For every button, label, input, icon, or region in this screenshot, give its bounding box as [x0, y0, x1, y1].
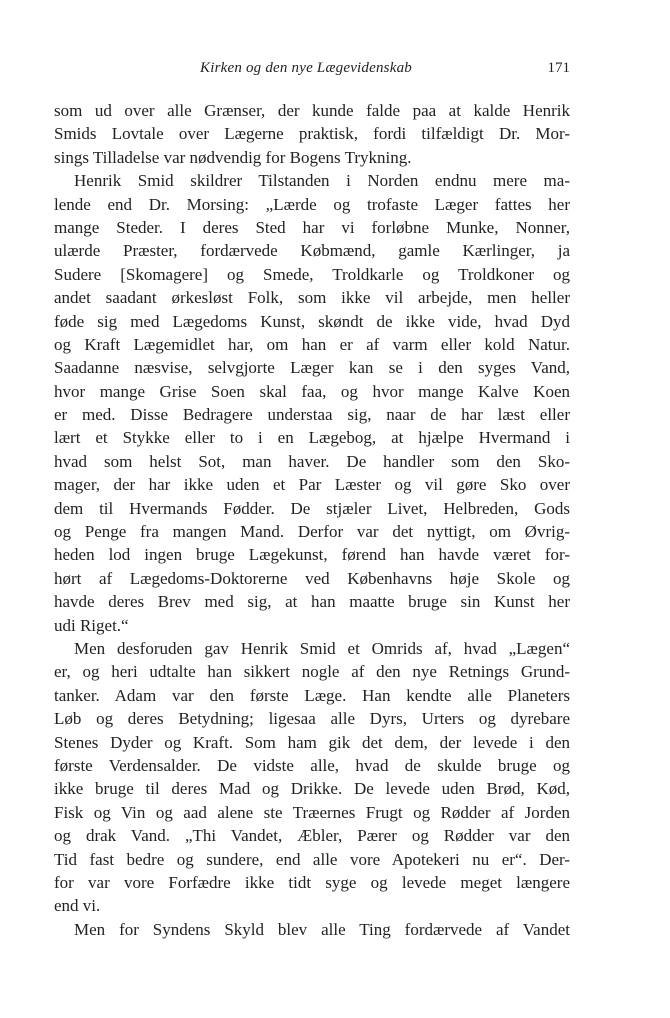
- text-line: Smids Lovtale over Lægerne praktisk, fordi tilfældigt Dr. Mor-: [54, 124, 570, 144]
- text-line: og Kraft Lægemidlet har, om han er af varm eller kold Natur.: [54, 334, 570, 354]
- text-line: andet saadant ørkesløst Folk, som ikke vil arbejde, men heller: [54, 288, 570, 308]
- text-line: føde sig med Lægedoms Kunst, skøndt de ikke vide, hvad Dyd: [54, 311, 570, 331]
- text-line: hørt af Lægedoms-Doktorerne ved Københavns høje Skole og: [54, 568, 570, 588]
- text-line: som ud over alle Grænser, der kunde falde paa at kalde Henrik: [54, 101, 570, 120]
- text-line: Løb og deres Betydning; ligesaa alle Dyrs, Urters og dyrebare: [54, 709, 570, 729]
- text-line: dem til Hvermands Fødder. De stjæler Livet, Helbreden, Gods: [54, 498, 570, 518]
- text-line: Stenes Dyder og Kraft. Som ham gik det dem, der levede i den: [54, 732, 570, 752]
- text-line: sings Tilladelse var nødvendig for Bogens Trykning.: [54, 147, 412, 167]
- text-line: udi Riget.“: [54, 615, 129, 635]
- text-line: mager, der har ikke uden et Par Læster og vil gøre Sko over: [54, 475, 570, 495]
- text-line: ulærde Præster, fordærvede Købmænd, gamle Kærlinger, ja: [54, 241, 570, 261]
- text-line: tanker. Adam var den første Læge. Han kendte alle Planeters: [54, 685, 570, 705]
- page-number: 171: [547, 60, 570, 76]
- text-line: Men for Syndens Skyld blev alle Ting fordærvede af Vandet: [74, 919, 570, 939]
- text-line: hvor mange Grise Soen skal faa, og hvor mange Kalve Koen: [54, 381, 570, 401]
- text-line: Henrik Smid skildrer Tilstanden i Norden endnu mere ma-: [74, 171, 570, 191]
- text-line: Men desforuden gav Henrik Smid et Omrids af, hvad „Lægen“: [74, 638, 570, 658]
- text-line: lært et Stykke eller to i en Lægebog, at hjælpe Hvermand i: [54, 428, 570, 448]
- text-line: Sudere [Skomagere] og Smede, Troldkarle og Troldkoner og: [54, 264, 570, 284]
- text-line: Tid fast bedre og sundere, end alle vore Apotekeri nu er“. Der-: [54, 849, 570, 869]
- text-line: end vi.: [54, 896, 101, 916]
- running-title: Kirken og den nye Lægevidenskab: [200, 60, 412, 76]
- text-line: mange Steder. I deres Sted har vi forløbne Munke, Nonner,: [54, 217, 570, 237]
- text-line: ikke bruge til deres Mad og Drikke. De levede uden Brød, Kød,: [54, 779, 570, 799]
- running-head: [200, 60, 570, 80]
- text-line: og drak Vand. „Thi Vandet, Æbler, Pærer og Rødder var den: [54, 826, 570, 846]
- body-text: [54, 99, 570, 941]
- text-line: er med. Disse Bedragere understaa sig, naar de har læst eller: [54, 405, 570, 425]
- text-line: heden lod ingen bruge Lægekunst, førend han havde været for-: [54, 545, 570, 565]
- text-line: Saadanne næsvise, selvgjorte Læger kan se i den syges Vand,: [54, 358, 570, 378]
- text-line: og Penge fra mangen Mand. Derfor var det nyttigt, om Øvrig-: [54, 522, 570, 542]
- text-line: første Verdensalder. De vidste alle, hvad de skulde bruge og: [54, 755, 570, 775]
- text-line: for var vore Forfædre ikke tidt syge og levede meget længere: [54, 872, 570, 892]
- text-line: lende end Dr. Morsing: „Lærde og trofaste Læger fattes her: [54, 194, 570, 214]
- text-line: havde deres Brev med sig, at han maatte bruge sin Kunst her: [54, 592, 570, 612]
- text-line: Fisk og Vin og aad alene ste Træernes Frugt og Rødder af Jorden: [54, 802, 570, 822]
- text-line: er, og heri udtalte han sikkert nogle af den nye Retnings Grund-: [54, 662, 570, 682]
- text-line: hvad som helst Sot, man haver. De handler som den Sko-: [54, 451, 570, 471]
